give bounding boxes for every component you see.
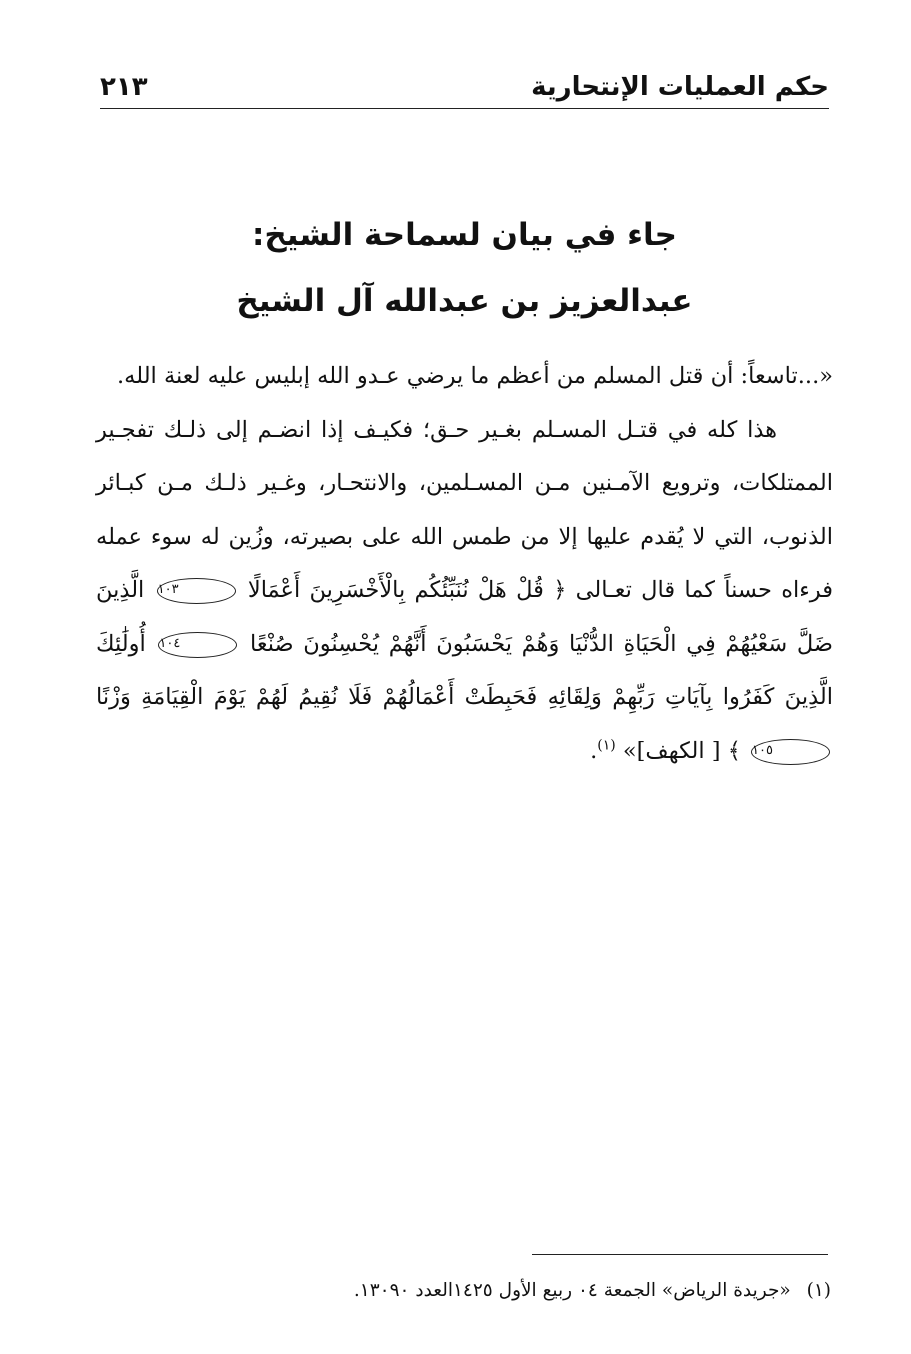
end-mark: . <box>590 737 598 764</box>
verse-part-2: الَّذِينَ ضَلَّ سَعْيُهُمْ فِي الْحَيَاةِ الدُّنْيَا وَهُمْ يَحْسَبُونَ أَنَّهُمْ يُحْسِنُونَ صُنْعًا <box>96 577 833 657</box>
verse-part-1: قُلْ هَلْ نُنَبِّئُكُم بِالْأَخْسَرِينَ أَعْمَالًا <box>247 577 544 603</box>
paragraph-2-text: هذا كله في قتـل المسـلم بغـير حـق؛ فكيـف إذا انضـم إلى ذلـك تفجـير الممتلكات، وترويع الآمـنين مـن المسـلمين، والانتحـار، وغـير ذلـك مـن كبـائر الذنوب، التي لا يُقدم عليها إلا من طمس الله على بصيرته، وزُين له سوء عمله فرءاه حسناً كما قال تعـالى <box>96 416 833 603</box>
verse-close-bracket: ﴾ <box>727 737 741 764</box>
page-number: ٢١٣ <box>100 72 148 102</box>
footnote <box>100 1276 831 1306</box>
footnote-reference: (١) <box>597 737 616 753</box>
footnote-marker: (١) <box>806 1280 831 1301</box>
verse-open-bracket: ﴿ <box>553 577 567 603</box>
running-header <box>100 62 829 109</box>
verse-number-marker: ١٠٣ <box>157 578 236 604</box>
running-title: حكم العمليات الإنتحارية <box>531 72 829 102</box>
paragraph-1: «...تاسعاً: أن قتل المسلم من أعظم ما يرضي عـدو الله إبليس عليه لعنة الله. <box>117 363 833 389</box>
verse-number-marker: ١٠٤ <box>158 632 237 658</box>
quran-quote <box>96 577 833 764</box>
verse-part-3: أُولَٰئِكَ الَّذِينَ كَفَرُوا بِآيَاتِ رَبِّهِمْ وَلِقَائِهِ فَحَبِطَتْ أَعْمَالُهُمْ فَلَا نُقِيمُ لَهُمْ يَوْمَ الْقِيَامَةِ وَزْنًا <box>96 630 833 710</box>
section-subheading: عبدالعزيز بن عبدالله آل الشيخ <box>236 283 693 319</box>
section-heading: جاء في بيان لسماحة الشيخ: <box>251 217 677 253</box>
verse-number-marker: ١٠٥ <box>751 739 830 765</box>
footnote-text: «جريدة الرياض» الجمعة ٠٤ ربيع الأول ١٤٢٥العدد ١٣٠٩٠. <box>353 1280 791 1301</box>
footnote-divider <box>532 1254 828 1255</box>
body-text <box>96 350 833 778</box>
surah-reference: [ الكهف]» <box>622 737 721 764</box>
paragraph-2 <box>96 404 833 779</box>
